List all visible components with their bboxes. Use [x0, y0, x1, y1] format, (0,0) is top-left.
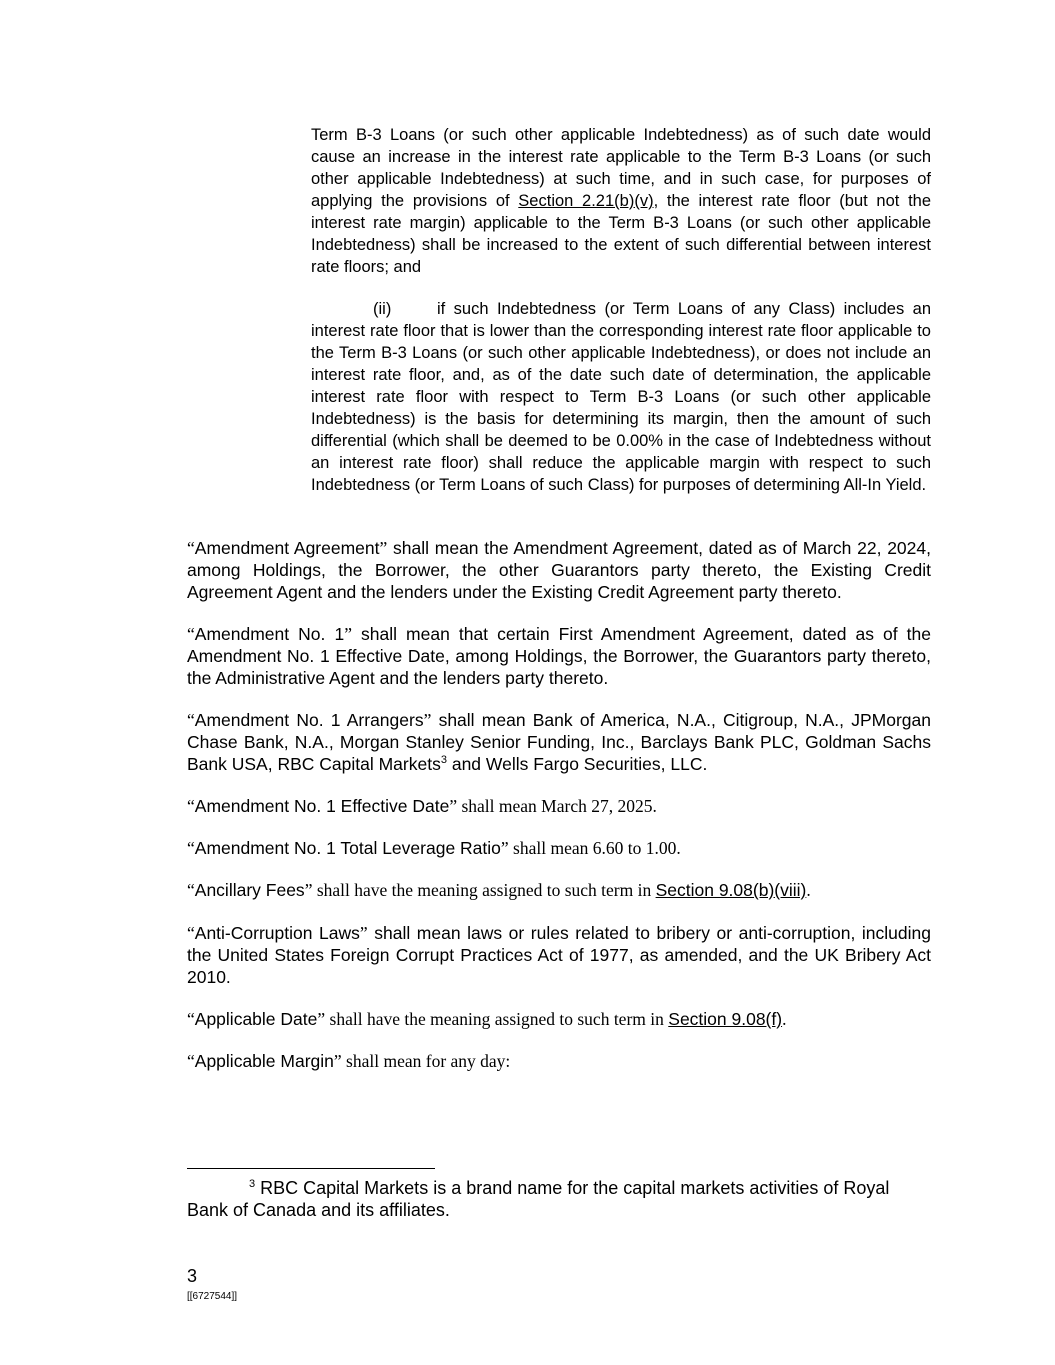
- definition-text: and Wells Fargo Securities, LLC.: [446, 754, 708, 774]
- defined-term: Amendment No. 1 Arrangers: [194, 710, 424, 730]
- definition-text: shall mean laws or rules related to bribery or anti-corruption, including the United States Foreign Corrupt Practices Act of 1977, as amended, and the UK Bribery Act 2010.: [187, 923, 931, 987]
- open-quote: “: [187, 1051, 195, 1071]
- defined-term: Ancillary Fees: [194, 880, 305, 900]
- open-quote: “: [187, 838, 195, 858]
- definition-total-leverage-ratio: [187, 837, 931, 859]
- continuation-paragraph: [311, 124, 931, 278]
- open-quote: “: [187, 923, 195, 943]
- document-id: [[6727544]]: [187, 1291, 238, 1302]
- period: .: [782, 1009, 787, 1029]
- close-quote: ”: [500, 838, 509, 858]
- item-number: (ii): [373, 300, 392, 318]
- item-text: if such Indebtedness (or Term Loans of any Class) includes an interest rate floor that is lower than the corresponding interest rate floor applicable to the Term B-3 Loans (or such other applicable Indebtedness), or does not include an interest rate floor, and, as of the date such date of determination, the applicable interest rate floor with respect to Term B-3 Loans (or such other applicable Indebtedness) is the basis for determining its margin, then the amount of such differential (which shall be deemed to be 0.00% in the case of Indebtedness without an interest rate floor) shall reduce the applicable margin with respect to such Indebtedness (or Term Loans of such Class) for purposes of determining All-In Yield.: [311, 300, 931, 494]
- open-quote: “: [187, 1009, 195, 1029]
- paragraph-text: , the interest rate floor (but not the interest rate margin) applicable to the Term B-3 Loans (or such other applicable Indebtedness) shall be increased to the extent of such differential between interest rate floors; and: [311, 192, 932, 276]
- defined-term: Applicable Date: [194, 1009, 318, 1029]
- page-number: 3: [187, 1266, 198, 1286]
- period: .: [806, 880, 811, 900]
- definition-text: shall mean for any day:: [341, 1051, 511, 1071]
- open-quote: “: [187, 624, 195, 644]
- defined-term: Amendment No. 1 Total Leverage Ratio: [194, 838, 501, 858]
- definition-amendment-no1-effective-date: [187, 795, 931, 817]
- definition-anti-corruption-laws: [187, 922, 931, 988]
- definition-text: shall have the meaning assigned to such term in: [312, 880, 656, 900]
- definition-applicable-margin: [187, 1050, 931, 1072]
- footnote-separator: [187, 1168, 435, 1169]
- section-reference-link[interactable]: Section 2.21(b)(v): [518, 192, 654, 210]
- footnote-reference[interactable]: 3: [440, 754, 447, 767]
- definition-applicable-date: [187, 1008, 931, 1030]
- definition-ancillary-fees: [187, 879, 931, 901]
- defined-term: Amendment No. 1: [194, 624, 345, 644]
- definition-text: shall mean that certain First Amendment Agreement, dated as of the Amendment No. 1 Effective Date, among Holdings, the Borrower, the Guarantors party thereto, the Administrative Agent and the lenders party thereto.: [187, 624, 931, 688]
- section-reference-link[interactable]: Section 9.08(f): [668, 1009, 783, 1029]
- close-quote: ”: [359, 923, 368, 943]
- close-quote: ”: [344, 624, 352, 644]
- definition-text: shall mean March 27, 2025.: [457, 796, 657, 816]
- definition-text: shall have the meaning assigned to such term in: [325, 1009, 669, 1029]
- open-quote: “: [187, 796, 195, 816]
- definition-amendment-agreement: [187, 537, 931, 603]
- close-quote: ”: [423, 710, 432, 730]
- definition-text: shall mean Bank of America, N.A., Citigroup, N.A., JPMorgan Chase Bank, N.A., Morgan Stanley Senior Funding, Inc., Barclays Bank PLC, Goldman Sachs Bank USA, RBC Capital Markets: [187, 710, 931, 774]
- footnote-number: 3: [249, 1178, 256, 1190]
- definition-amendment-no1-arrangers: [187, 709, 931, 775]
- close-quote: ”: [449, 796, 458, 816]
- close-quote: ”: [333, 1051, 342, 1071]
- open-quote: “: [187, 538, 195, 558]
- list-item-ii: [311, 298, 931, 496]
- open-quote: “: [187, 710, 195, 730]
- definition-amendment-no1: [187, 623, 931, 689]
- defined-term: Amendment No. 1 Effective Date: [194, 796, 450, 816]
- close-quote: ”: [379, 538, 388, 558]
- defined-term: Applicable Margin: [194, 1051, 334, 1071]
- footnote-text: RBC Capital Markets is a brand name for the capital markets activities of Royal Bank of Canada and its affiliates.: [187, 1178, 890, 1220]
- close-quote: ”: [317, 1009, 326, 1029]
- defined-term: Anti-Corruption Laws: [194, 923, 360, 943]
- defined-term: Amendment Agreement: [194, 538, 380, 558]
- close-quote: ”: [304, 880, 313, 900]
- footnote: [187, 1177, 931, 1221]
- definition-text: shall mean the Amendment Agreement, dated as of March 22, 2024, among Holdings, the Borrower, the other Guarantors party thereto, the Existing Credit Agreement Agent and the lenders under the Existing Credit Agreement party thereto.: [187, 538, 931, 602]
- open-quote: “: [187, 880, 195, 900]
- paragraph-text: Term B-3 Loans (or such other applicable Indebtedness) as of such date would cause an increase in the interest rate applicable to the Term B-3 Loans (or such other applicable Indebtedness) at such time, and in such case, for purposes of applying the provisions of: [311, 126, 931, 210]
- definition-text: shall mean 6.60 to 1.00.: [508, 838, 681, 858]
- section-reference-link[interactable]: Section 9.08(b)(viii): [655, 880, 807, 900]
